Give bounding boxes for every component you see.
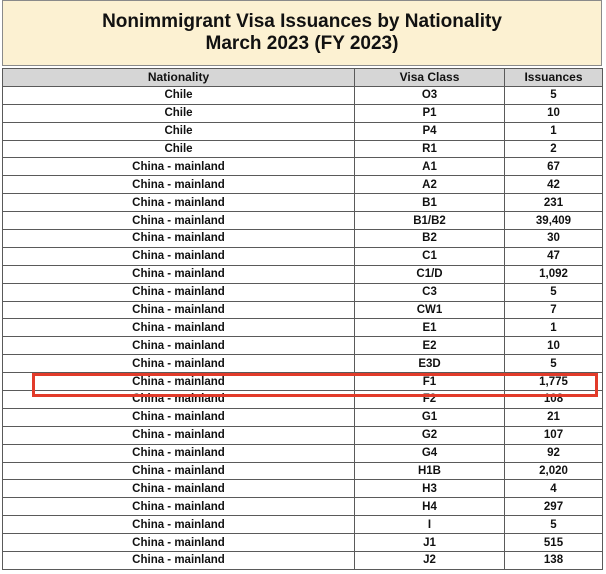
cell-nationality: China - mainland bbox=[3, 355, 355, 373]
cell-issuances: 2,020 bbox=[505, 462, 603, 480]
cell-nationality: China - mainland bbox=[3, 498, 355, 516]
table-row bbox=[3, 230, 603, 248]
cell-nationality: China - mainland bbox=[3, 265, 355, 283]
table-row bbox=[3, 212, 603, 230]
cell-nationality: China - mainland bbox=[3, 391, 355, 409]
table-row bbox=[3, 462, 603, 480]
table-row bbox=[3, 408, 603, 426]
table-row bbox=[3, 176, 603, 194]
cell-issuances: 2 bbox=[505, 140, 603, 158]
table-row bbox=[3, 337, 603, 355]
cell-visa-class: F2 bbox=[355, 391, 505, 409]
cell-nationality: Chile bbox=[3, 104, 355, 122]
cell-nationality: China - mainland bbox=[3, 337, 355, 355]
cell-visa-class: E1 bbox=[355, 319, 505, 337]
cell-visa-class: C1/D bbox=[355, 265, 505, 283]
table-row bbox=[3, 104, 603, 122]
cell-nationality: China - mainland bbox=[3, 516, 355, 534]
report-period: March 2023 (FY 2023) bbox=[205, 33, 399, 54]
cell-issuances: 107 bbox=[505, 426, 603, 444]
table-row bbox=[3, 552, 603, 570]
cell-visa-class: H4 bbox=[355, 498, 505, 516]
table-row bbox=[3, 426, 603, 444]
cell-issuances: 10 bbox=[505, 337, 603, 355]
cell-nationality: China - mainland bbox=[3, 212, 355, 230]
cell-nationality: China - mainland bbox=[3, 176, 355, 194]
cell-nationality: China - mainland bbox=[3, 480, 355, 498]
cell-issuances: 515 bbox=[505, 534, 603, 552]
table-row bbox=[3, 158, 603, 176]
cell-nationality: China - mainland bbox=[3, 426, 355, 444]
cell-visa-class: B1/B2 bbox=[355, 212, 505, 230]
header-nationality: Nationality bbox=[3, 69, 355, 87]
header-visa-class: Visa Class bbox=[355, 69, 505, 87]
table-row bbox=[3, 516, 603, 534]
table-row bbox=[3, 86, 603, 104]
cell-visa-class: CW1 bbox=[355, 301, 505, 319]
cell-issuances: 1 bbox=[505, 319, 603, 337]
cell-issuances: 39,409 bbox=[505, 212, 603, 230]
cell-visa-class: I bbox=[355, 516, 505, 534]
cell-nationality: China - mainland bbox=[3, 194, 355, 212]
cell-nationality: China - mainland bbox=[3, 462, 355, 480]
cell-issuances: 30 bbox=[505, 230, 603, 248]
cell-visa-class: H3 bbox=[355, 480, 505, 498]
cell-nationality: Chile bbox=[3, 122, 355, 140]
cell-nationality: China - mainland bbox=[3, 444, 355, 462]
cell-issuances: 138 bbox=[505, 552, 603, 570]
report-title: Nonimmigrant Visa Issuances by Nationality bbox=[102, 11, 502, 32]
cell-nationality: China - mainland bbox=[3, 408, 355, 426]
cell-visa-class: F1 bbox=[355, 373, 505, 391]
cell-visa-class: J2 bbox=[355, 552, 505, 570]
table-row bbox=[3, 355, 603, 373]
table-row bbox=[3, 444, 603, 462]
cell-issuances: 47 bbox=[505, 247, 603, 265]
cell-issuances: 297 bbox=[505, 498, 603, 516]
cell-visa-class: C1 bbox=[355, 247, 505, 265]
cell-issuances: 231 bbox=[505, 194, 603, 212]
cell-issuances: 1 bbox=[505, 122, 603, 140]
cell-visa-class: A1 bbox=[355, 158, 505, 176]
cell-visa-class: H1B bbox=[355, 462, 505, 480]
cell-visa-class: R1 bbox=[355, 140, 505, 158]
cell-visa-class: P4 bbox=[355, 122, 505, 140]
table-row bbox=[3, 265, 603, 283]
table-row bbox=[3, 480, 603, 498]
cell-issuances: 7 bbox=[505, 301, 603, 319]
table-row bbox=[3, 534, 603, 552]
table-header-row bbox=[3, 69, 603, 87]
cell-nationality: Chile bbox=[3, 140, 355, 158]
table-row bbox=[3, 391, 603, 409]
cell-visa-class: G1 bbox=[355, 408, 505, 426]
table-row bbox=[3, 122, 603, 140]
cell-visa-class: G2 bbox=[355, 426, 505, 444]
cell-nationality: China - mainland bbox=[3, 534, 355, 552]
cell-visa-class: B2 bbox=[355, 230, 505, 248]
cell-issuances: 5 bbox=[505, 516, 603, 534]
report-title-box bbox=[2, 0, 602, 66]
table-row bbox=[3, 319, 603, 337]
cell-nationality: China - mainland bbox=[3, 283, 355, 301]
table-row bbox=[3, 301, 603, 319]
cell-nationality: Chile bbox=[3, 86, 355, 104]
header-issuances: Issuances bbox=[505, 69, 603, 87]
table-row bbox=[3, 283, 603, 301]
cell-visa-class: C3 bbox=[355, 283, 505, 301]
cell-issuances: 4 bbox=[505, 480, 603, 498]
table-row bbox=[3, 140, 603, 158]
cell-visa-class: P1 bbox=[355, 104, 505, 122]
cell-nationality: China - mainland bbox=[3, 552, 355, 570]
issuance-table bbox=[2, 68, 603, 570]
cell-nationality: China - mainland bbox=[3, 247, 355, 265]
cell-nationality: China - mainland bbox=[3, 230, 355, 248]
cell-visa-class: E2 bbox=[355, 337, 505, 355]
cell-visa-class: J1 bbox=[355, 534, 505, 552]
table-row bbox=[3, 498, 603, 516]
table-row bbox=[3, 247, 603, 265]
cell-issuances: 1,092 bbox=[505, 265, 603, 283]
cell-nationality: China - mainland bbox=[3, 373, 355, 391]
cell-visa-class: B1 bbox=[355, 194, 505, 212]
cell-nationality: China - mainland bbox=[3, 301, 355, 319]
cell-visa-class: G4 bbox=[355, 444, 505, 462]
cell-nationality: China - mainland bbox=[3, 158, 355, 176]
table-row bbox=[3, 373, 603, 391]
cell-issuances: 92 bbox=[505, 444, 603, 462]
cell-visa-class: O3 bbox=[355, 86, 505, 104]
table-row bbox=[3, 194, 603, 212]
cell-issuances: 21 bbox=[505, 408, 603, 426]
cell-nationality: China - mainland bbox=[3, 319, 355, 337]
cell-issuances: 1,775 bbox=[505, 373, 603, 391]
cell-visa-class: A2 bbox=[355, 176, 505, 194]
cell-visa-class: E3D bbox=[355, 355, 505, 373]
cell-issuances: 10 bbox=[505, 104, 603, 122]
cell-issuances: 5 bbox=[505, 283, 603, 301]
cell-issuances: 5 bbox=[505, 355, 603, 373]
cell-issuances: 42 bbox=[505, 176, 603, 194]
cell-issuances: 67 bbox=[505, 158, 603, 176]
cell-issuances: 108 bbox=[505, 391, 603, 409]
cell-issuances: 5 bbox=[505, 86, 603, 104]
